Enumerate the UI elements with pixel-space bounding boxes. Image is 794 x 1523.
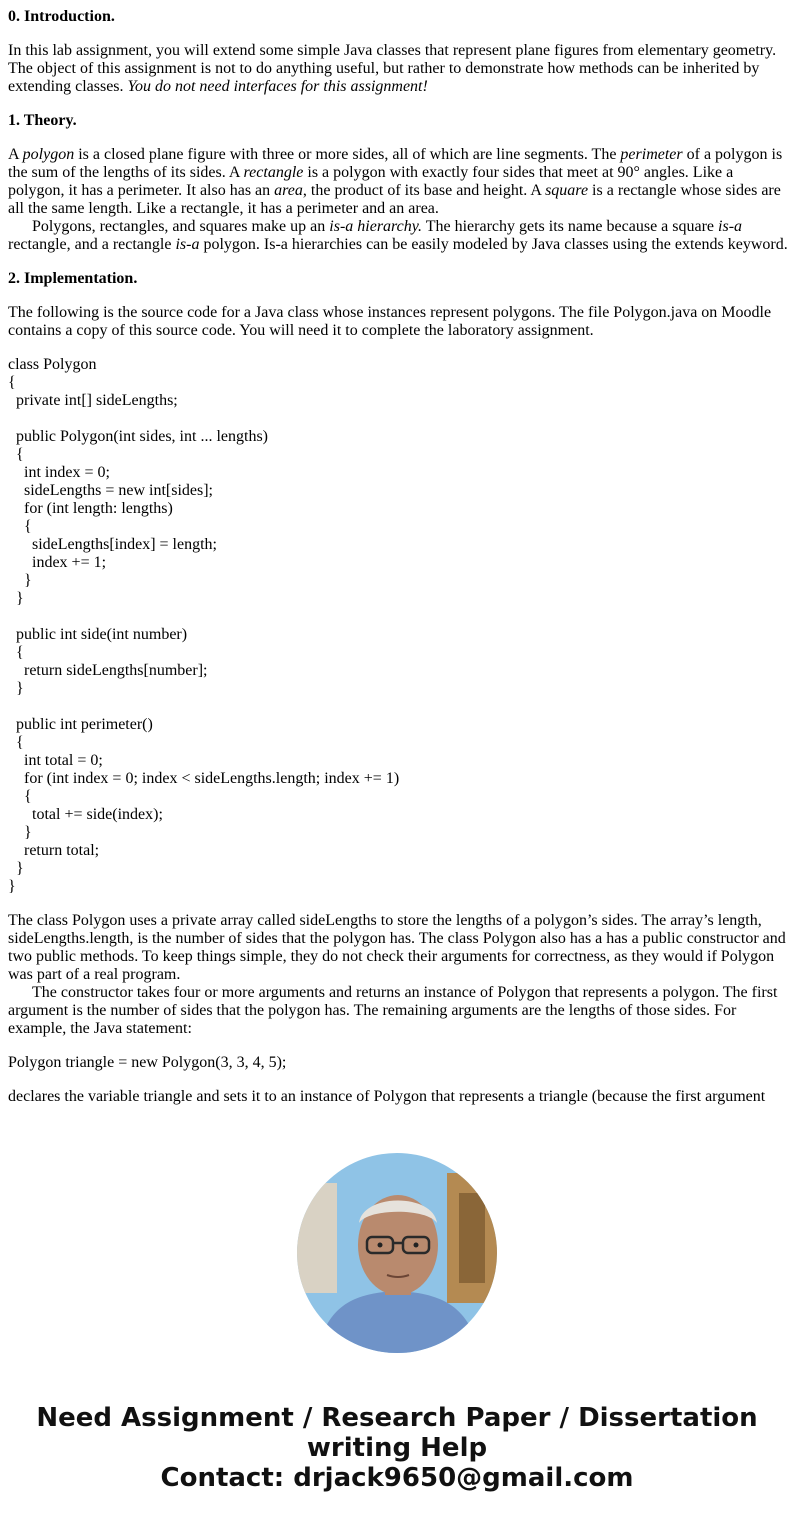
- promo-line-2: writing Help: [306, 1433, 488, 1463]
- theory-text: is a rectangle whose sides are all the same length. Like a rectangle, it has a perimeter and an area.: [8, 182, 781, 217]
- theory-text: A: [8, 146, 23, 163]
- term-is-a: is-a: [718, 218, 743, 235]
- code-line: return sideLengths[number];: [8, 662, 208, 679]
- theory-text: is a polygon with exactly four sides that meet at 90° angles. Like a polygon, it has a perimeter. It also has an: [8, 164, 734, 199]
- code-line: [8, 698, 788, 716]
- code-line: private int[] sideLengths;: [8, 392, 178, 409]
- code-statement: Polygon triangle = new Polygon(3, 3, 4, 5);: [8, 1054, 287, 1071]
- paragraph-polygon-description: [8, 912, 788, 1038]
- code-line: }: [8, 590, 24, 607]
- term-polygon: polygon: [22, 146, 75, 163]
- description-text: The constructor takes four or more arguments and returns an instance of Polygon that represents a polygon. The first argument is the number of sides that the polygon has. The remaining arguments are the lengths of those sides. For example, the Java statement:: [8, 984, 778, 1037]
- term-rectangle: rectangle: [243, 164, 304, 181]
- term-perimeter: perimeter: [620, 146, 683, 163]
- description-text: The class Polygon uses a private array called sideLengths to store the lengths of a polygon’s sides. The array’s length, sideLengths.length, is the number of sides that the polygon has. The class Polygon also has a has a public constructor and two public methods. To keep things simple, they do not check their arguments for correctness, as they would if Polygon was part of a real program.: [8, 912, 786, 983]
- code-line: }: [8, 680, 24, 697]
- code-line: {: [8, 644, 24, 661]
- theory-text: rectangle, and a rectangle: [8, 236, 176, 253]
- term-is-a: is-a: [175, 236, 200, 253]
- code-line: sideLengths = new int[sides];: [8, 482, 213, 499]
- code-line: }: [8, 824, 32, 841]
- code-line: int index = 0;: [8, 464, 110, 481]
- code-line: }: [8, 572, 32, 589]
- term-square: square: [545, 182, 589, 199]
- author-avatar: [297, 1153, 497, 1353]
- promo-line-1: Need Assignment / Research Paper / Dissertation: [36, 1403, 758, 1433]
- intro-italic-note: You do not need interfaces for this assignment!: [127, 78, 428, 95]
- code-line: }: [8, 878, 16, 895]
- theory-text: polygon. Is-a hierarchies can be easily modeled by Java classes using the extends keyword.: [199, 236, 788, 253]
- paragraph-introduction: [8, 42, 788, 96]
- code-line: public int side(int number): [8, 626, 188, 643]
- code-block-polygon: [8, 356, 788, 896]
- heading-implementation: 2. Implementation.: [8, 270, 138, 287]
- theory-text: is a closed plane figure with three or more sides, all of which are line segments. The: [74, 146, 621, 163]
- theory-text: of a polygon is the sum of the lengths of its sides. A: [8, 146, 783, 181]
- term-is-a-hierarchy: is-a hierarchy.: [329, 218, 422, 235]
- code-line: {: [8, 734, 24, 751]
- heading-introduction: 0. Introduction.: [8, 8, 115, 25]
- promo-banner: [0, 1403, 794, 1493]
- code-line: {: [8, 788, 32, 805]
- code-line: {: [8, 374, 16, 391]
- code-line: return total;: [8, 842, 100, 859]
- code-line: {: [8, 518, 32, 535]
- promo-contact: Contact: drjack9650@gmail.com: [160, 1463, 634, 1493]
- code-line: [8, 410, 788, 428]
- code-line: }: [8, 860, 24, 877]
- paragraph-theory: [8, 146, 788, 254]
- code-line: for (int index = 0; index < sideLengths.length; index += 1): [8, 770, 400, 787]
- code-line: index += 1;: [8, 554, 107, 571]
- theory-text: The hierarchy gets its name because a square: [422, 218, 719, 235]
- author-portrait-icon: [297, 1153, 497, 1353]
- intro-text: In this lab assignment, you will extend some simple Java classes that represent plane figures from elementary geometry. The object of this assignment is not to do anything useful, but rather to demonstrate how methods can be inherited by extending classes.: [8, 42, 777, 95]
- heading-theory: 1. Theory.: [8, 112, 77, 129]
- document-body: [8, 8, 788, 1122]
- code-line: for (int length: lengths): [8, 500, 173, 517]
- code-line: {: [8, 446, 24, 463]
- code-line: [8, 608, 788, 626]
- code-line: sideLengths[index] = length;: [8, 536, 217, 553]
- theory-text: Polygons, rectangles, and squares make up an: [32, 218, 330, 235]
- paragraph-implementation-intro: The following is the source code for a Java class whose instances represent polygons. The file Polygon.java on Moodle contains a copy of this source code. You will need it to complete the laboratory assignment.: [8, 304, 772, 339]
- theory-text: , the product of its base and height. A: [302, 182, 546, 199]
- code-line: public int perimeter(): [8, 716, 153, 733]
- term-area: area: [274, 182, 303, 199]
- paragraph-trailing: declares the variable triangle and sets it to an instance of Polygon that represents a triangle (because the first argument: [8, 1088, 766, 1105]
- code-line: class Polygon: [8, 356, 97, 373]
- code-line: total += side(index);: [8, 806, 163, 823]
- code-line: public Polygon(int sides, int ... lengths): [8, 428, 268, 445]
- code-line: int total = 0;: [8, 752, 103, 769]
